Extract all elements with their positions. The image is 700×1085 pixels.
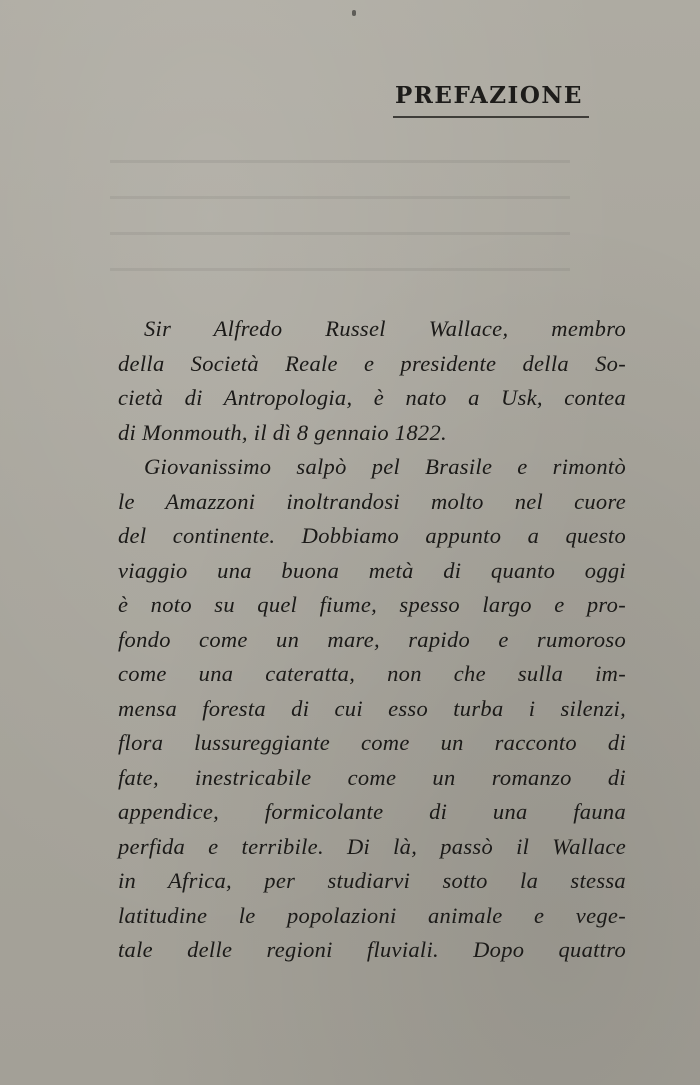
text-line: appendice, formicolante di una fauna bbox=[118, 799, 626, 824]
text-line: tale delle regioni fluviali. Dopo quattro bbox=[118, 937, 626, 962]
text-line: della Società Reale e presidente della So- bbox=[118, 350, 626, 376]
text-line: le Amazzoni inoltrandosi molto nel cuore bbox=[118, 488, 626, 514]
text-line: fate, inestricabile come un romanzo di bbox=[118, 764, 626, 790]
text-line: di Monmouth, il dì 8 gennaio 1822. bbox=[118, 419, 447, 445]
text-line: in Africa, per studiarvi sotto la stessa bbox=[118, 868, 626, 893]
paragraph-2 bbox=[118, 450, 626, 968]
chapter-heading: PREFAZIONE bbox=[395, 82, 583, 109]
text-line: cietà di Antropologia, è nato a Usk, contea bbox=[118, 385, 626, 410]
text-line: perfida e terribile. Di là, passò il Wallace bbox=[118, 833, 626, 859]
body-text bbox=[118, 312, 626, 968]
text-line: flora lussureggiante come un racconto di bbox=[118, 730, 626, 755]
text-line: Sir Alfredo Russel Wallace, membro bbox=[144, 316, 626, 341]
text-line: è noto su quel fiume, spesso largo e pro- bbox=[118, 592, 626, 617]
ink-speck bbox=[352, 10, 356, 16]
text-line: viaggio una buona metà di quanto oggi bbox=[118, 557, 626, 583]
show-through-text bbox=[110, 160, 570, 280]
text-line: Giovanissimo salpò pel Brasile e rimontò bbox=[144, 454, 626, 479]
text-line: fondo come un mare, rapido e rumoroso bbox=[118, 626, 626, 652]
text-line: come una cateratta, non che sulla im- bbox=[118, 661, 626, 686]
text-line: del continente. Dobbiamo appunto a questo bbox=[118, 523, 626, 548]
paragraph-1 bbox=[118, 312, 626, 450]
text-line: mensa foresta di cui esso turba i silenzi, bbox=[118, 695, 626, 721]
text-line: latitudine le popolazioni animale e vege- bbox=[118, 902, 626, 928]
heading-underline bbox=[393, 116, 589, 118]
